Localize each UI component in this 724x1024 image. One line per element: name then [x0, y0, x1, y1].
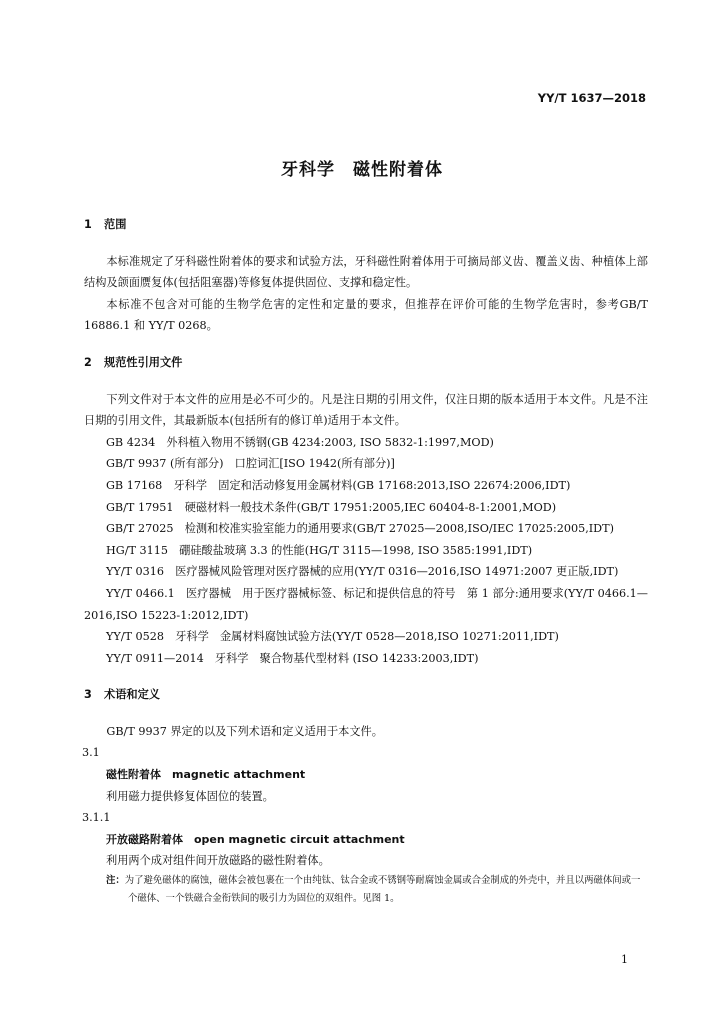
- section-number: 1: [84, 218, 92, 231]
- page-number: 1: [621, 953, 628, 966]
- section-title: 术语和定义: [104, 688, 160, 702]
- note-label: 注：: [106, 875, 125, 887]
- reference-item: YY/T 0911—2014 牙科学 聚合物基代型材料 (ISO 14233:2003,IDT): [106, 651, 479, 665]
- reference-item: GB/T 17951 硬磁材料一般技术条件(GB/T 17951:2005,IEC 60404-8-1:2001,MOD): [106, 500, 557, 514]
- section-heading-normative-references: [84, 352, 648, 374]
- reference-item: YY/T 0316 医疗器械风险管理对医疗器械的应用(YY/T 0316—2016,ISO 14971:2007 更正版,IDT): [106, 565, 619, 579]
- term-number: 3.1: [82, 746, 100, 760]
- term-name: 磁性附着体 magnetic attachment: [106, 768, 306, 782]
- section-title: 范围: [104, 218, 127, 231]
- note-text: 为了避免磁体的腐蚀，磁体会被包裹在一个由纯钛、钛合金或不锈钢等耐腐蚀金属或合金制成的外壳中，并且以两磁体间或一个磁体、一个铁磁合金衔铁间的吸引力为固位的双组件。见图 1。: [124, 875, 641, 905]
- standard-code: YY/T 1637—2018: [537, 91, 646, 105]
- section-heading-scope: [84, 214, 648, 236]
- term-definition: 利用两个成对组件间开放磁路的磁性附着体。: [106, 854, 330, 868]
- term-note: [84, 872, 648, 908]
- reference-item: GB/T 27025 检测和校准实验室能力的通用要求(GB/T 27025—2008,ISO/IEC 17025:2005,IDT): [106, 522, 614, 536]
- document-title: 牙科学 磁性附着体: [281, 160, 443, 180]
- term-name: 开放磁路附着体 open magnetic circuit attachment: [106, 832, 405, 846]
- terms-intro: GB/T 9937 界定的以及下列术语和定义适用于本文件。: [106, 724, 383, 738]
- reference-item: YY/T 0528 牙科学 金属材料腐蚀试验方法(YY/T 0528—2018,ISO 10271:2011,IDT): [106, 630, 559, 644]
- reference-item: YY/T 0466.1 医疗器械 用于医疗器械标签、标记和提供信息的符号 第 1 部分:通用要求(YY/T 0466.1—2016,ISO 15223-1:2012,IDT): [84, 586, 648, 622]
- section-number: 3: [84, 688, 92, 702]
- term-definition: 利用磁力提供修复体固位的装置。: [106, 789, 274, 803]
- reference-item: GB/T 9937 (所有部分) 口腔词汇[ISO 1942(所有部分)]: [106, 457, 395, 471]
- term-number: 3.1.1: [82, 811, 111, 825]
- section-heading-terms: [84, 684, 648, 706]
- reference-item: HG/T 3115 硼硅酸盐玻璃 3.3 的性能(HG/T 3115—1998, ISO 3585:1991,IDT): [106, 543, 533, 557]
- document-body: [84, 214, 648, 908]
- section-number: 2: [84, 355, 92, 369]
- scope-paragraph-1: 本标准规定了牙科磁性附着体的要求和试验方法，牙科磁性附着体用于可摘局部义齿、覆盖义齿、种植体上部结构及颌面赝复体(包括阻塞器)等修复体提供固位、支撑和稳定性。: [84, 254, 648, 290]
- reference-item: GB 17168 牙科学 固定和活动修复用金属材料(GB 17168:2013,ISO 22674:2006,IDT): [106, 478, 571, 492]
- scope-paragraph-2: 本标准不包含对可能的生物学危害的定性和定量的要求，但推荐在评价可能的生物学危害时，参考GB/T 16886.1 和 YY/T 0268。: [84, 297, 648, 333]
- normrefs-intro: 下列文件对于本文件的应用是必不可少的。凡是注日期的引用文件，仅注日期的版本适用于本文件。凡是不注日期的引用文件，其最新版本(包括所有的修订单)适用于本文件。: [84, 392, 648, 428]
- reference-item: GB 4234 外科植入物用不锈钢(GB 4234:2003, ISO 5832-1:1997,MOD): [106, 435, 494, 449]
- section-title: 规范性引用文件: [104, 355, 183, 369]
